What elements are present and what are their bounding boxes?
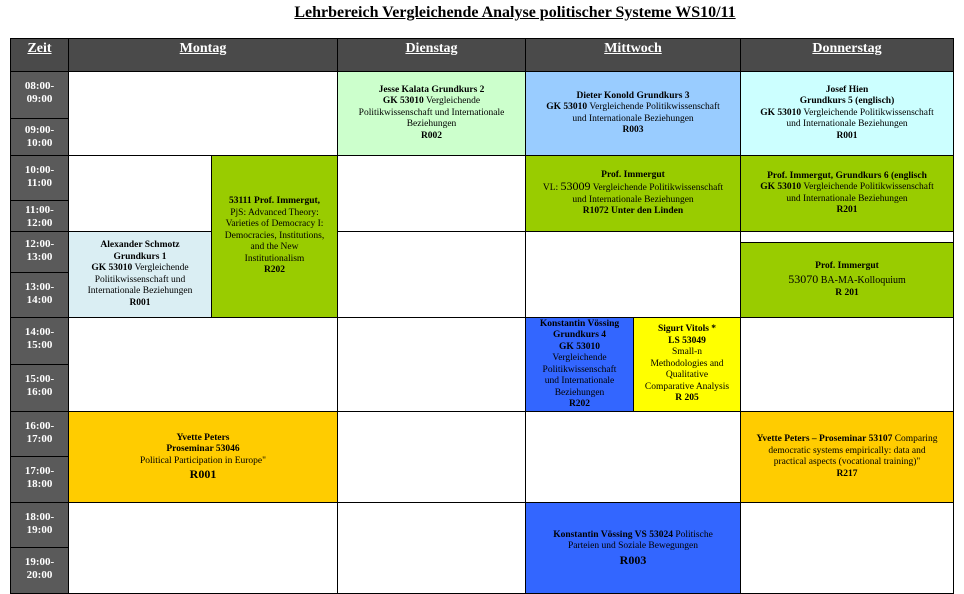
course-voessing-gk4[interactable]: Konstantin Vössing Grundkurs 4 GK 53010 Vergleichende Politikwissenschaft und Internationale Beziehungen R202 [525,317,634,412]
time-slot: 09:00- 10:00 [10,118,69,156]
empty-cell [525,231,741,318]
header-donnerstag: Donnerstag [740,38,954,72]
course-immergut-vl[interactable]: Prof. Immergut VL: 53009 Vergleichende Politikwissenschaft und Internationale Beziehungen R1072 Unter den Linden [525,155,741,232]
course-jesse-kalata[interactable]: Jesse Kalata Grundkurs 2 GK 53010 Vergleichende Politikwissenschaft und Internationale Beziehungen R002 [337,71,526,156]
empty-cell [68,317,338,412]
time-slot: 13:00- 14:00 [10,272,69,318]
empty-cell [525,411,741,503]
empty-cell [337,155,526,232]
time-slot: 12:00- 13:00 [10,231,69,273]
course-yvette-peters-do[interactable]: Yvette Peters – Proseminar 53107 Comparing democratic systems empirically: data and practical aspects (vocational training)" R217 [740,411,954,503]
header-mittwoch: Mittwoch [525,38,741,72]
course-sigurt-vitols[interactable]: Sigurt Vitols * LS 53049 Small-n Methodologies and Qualitative Comparative Analysis R 205 [633,317,741,412]
header-montag: Montag [68,38,338,72]
course-immergut-pjs[interactable]: 53111 Prof. Immergut, PjS: Advanced Theory: Varieties of Democracy I: Democracies, Institutions, and the New Institutionalism R202 [211,155,338,318]
time-slot: 15:00- 16:00 [10,364,69,412]
empty-cell [740,317,954,412]
course-alexander-schmotz[interactable]: Alexander Schmotz Grundkurs 1 GK 53010 Vergleichende Politikwissenschaft und Internationale Beziehungen R001 [68,231,212,318]
time-slot: 14:00- 15:00 [10,317,69,365]
course-josef-hien[interactable]: Josef Hien Grundkurs 5 (englisch) GK 53010 Vergleichende Politikwissenschaft und Internationale Beziehungen R001 [740,71,954,156]
empty-cell [68,71,338,156]
empty-cell [337,411,526,503]
header-dienstag: Dienstag [337,38,526,72]
empty-cell [337,231,526,318]
page-title: Lehrbereich Vergleichende Analyse politischer Systeme WS10/11 [294,4,736,21]
time-slot: 08:00- 09:00 [10,71,69,119]
time-slot: 19:00- 20:00 [10,547,69,594]
time-slot: 11:00- 12:00 [10,200,69,232]
course-dieter-konold[interactable]: Dieter Konold Grundkurs 3 GK 53010 Vergleichende Politikwissenschaft und Internationale Beziehungen R003 [525,71,741,156]
empty-cell [337,502,526,594]
empty-cell [740,502,954,594]
course-immergut-gk6[interactable]: Prof. Immergut, Grundkurs 6 (englisch GK 53010 Vergleichende Politikwissenschaft und Internationale Beziehungen R201 [740,155,954,232]
empty-cell [337,317,526,412]
course-immergut-ba-ma[interactable]: Prof. Immergut 53070 BA-MA-Kolloquium R 201 [740,242,954,318]
course-yvette-peters-mo[interactable]: Yvette Peters Proseminar 53046 Political Participation in Europe" R001 [68,411,338,503]
time-slot: 10:00- 11:00 [10,155,69,201]
time-slot: 16:00- 17:00 [10,411,69,457]
empty-cell [68,502,338,594]
course-voessing-vs[interactable]: Konstantin Vössing VS 53024 Politische Parteien und Soziale Bewegungen R003 [525,502,741,594]
header-zeit: Zeit [10,38,69,72]
time-slot: 17:00- 18:00 [10,456,69,503]
time-slot: 18:00- 19:00 [10,502,69,548]
empty-cell [68,155,212,232]
